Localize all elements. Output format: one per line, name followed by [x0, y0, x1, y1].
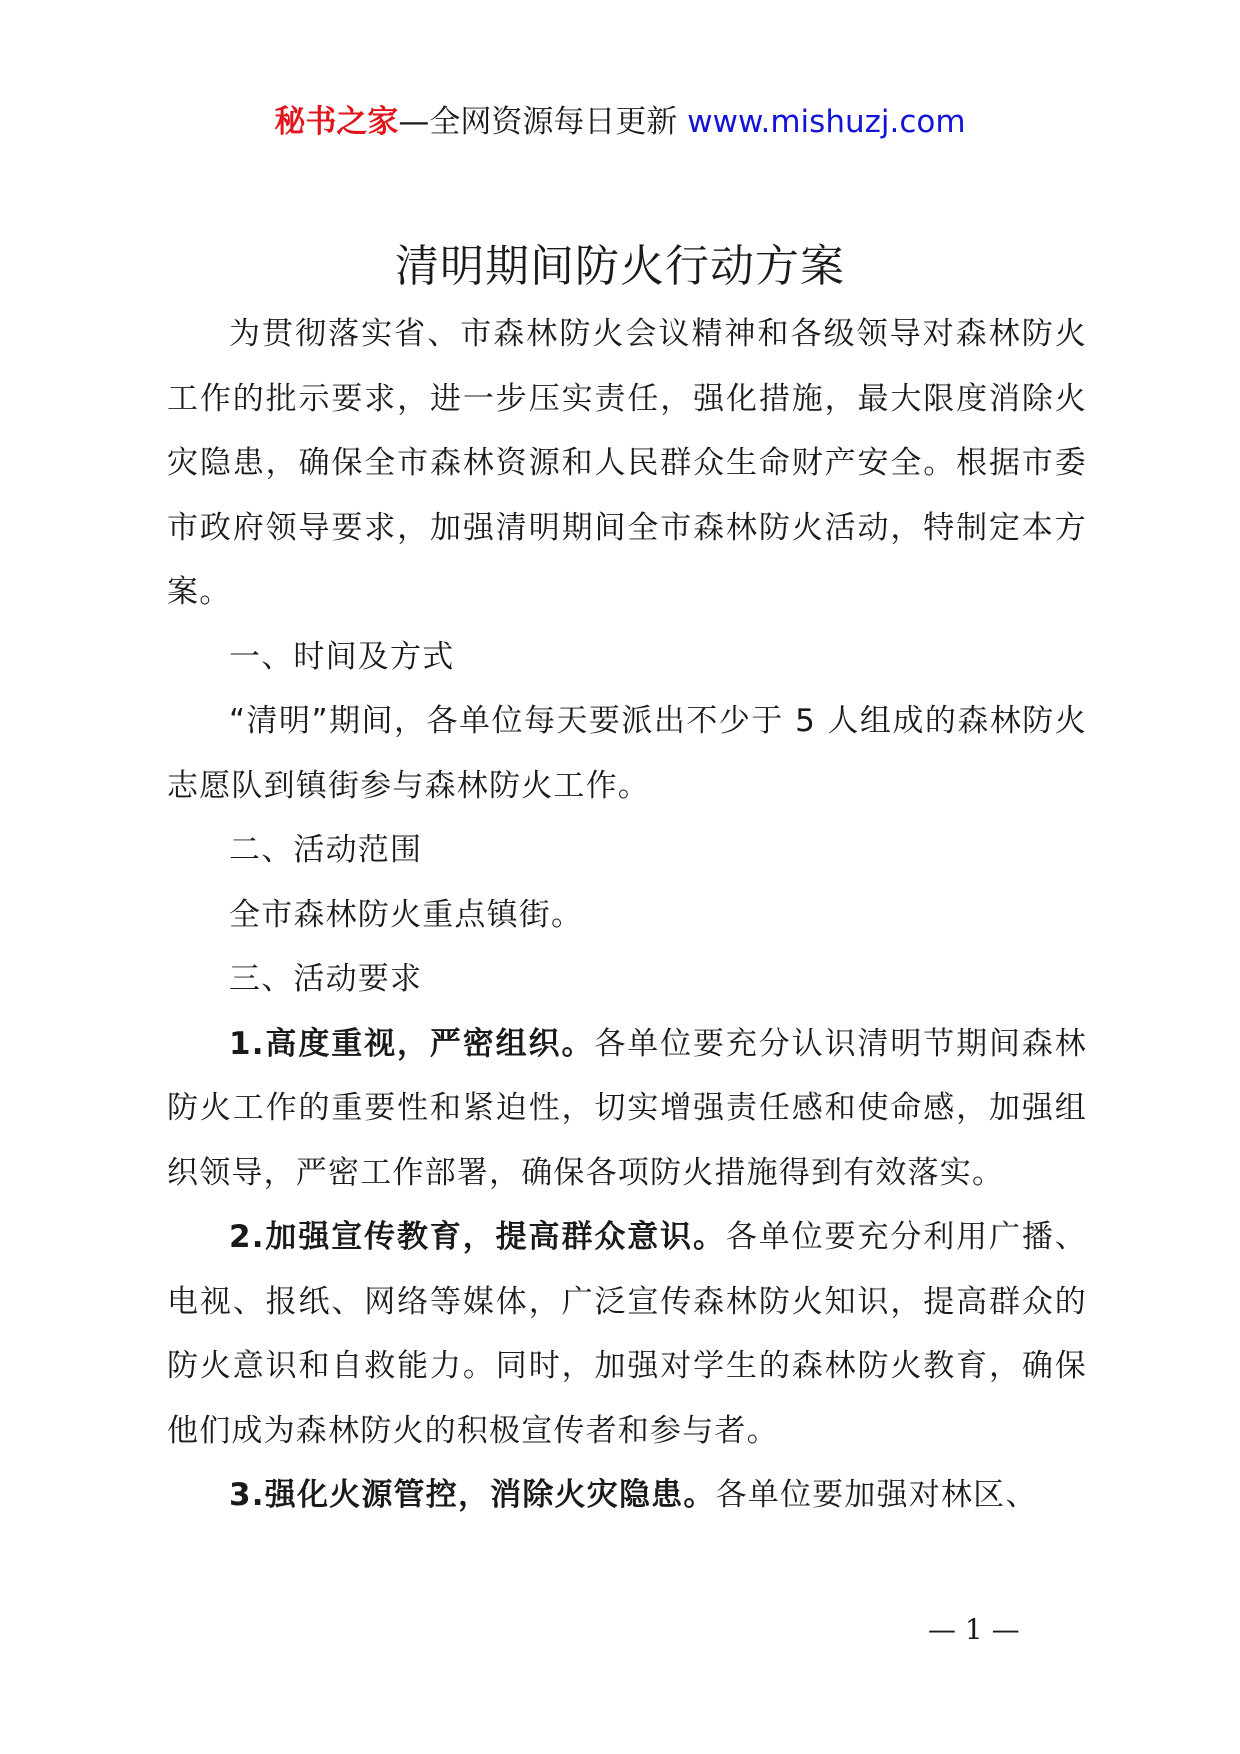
intro-paragraph: 为贯彻落实省、市森林防火会议精神和各级领导对森林防火工作的批示要求，进一步压实责任，强化措施，最大限度消除火灾隐患，确保全市森林资源和人民群众生命财产安全。根据市委市政府领导要求，加强清明期间全市森林防火活动，特制定本方案。 — [167, 316, 1087, 610]
time-paragraph: “清明”期间，各单位每天要派出不少于 5 人组成的森林防火志愿队到镇街参与森林防火工作。 — [167, 703, 1087, 804]
document-title: 清明期间防火行动方案 — [395, 241, 845, 292]
scope-paragraph: 全市森林防火重点镇街。 — [229, 896, 584, 933]
section-heading-requirements: 三、活动要求 — [229, 961, 423, 997]
site-slogan: —全网资源每日更新 — [398, 104, 688, 140]
site-url[interactable]: www.mishuzj.com — [687, 104, 966, 140]
requirement-1-title: 1.高度重视，严密组织。 — [229, 1025, 595, 1062]
site-header — [0, 100, 1240, 144]
requirement-3-title: 3.强化火源管控，消除火灾隐患。 — [229, 1477, 716, 1513]
requirement-2-text: 各单位要充分利用广播、电视、报纸、网络等媒体，广泛宣传森林防火知识，提高群众的防火意识和自救能力。同时，加强对学生的森林防火教育，确保他们成为森林防火的积极宣传者和参与者。 — [167, 1219, 1088, 1449]
requirement-2-title: 2.加强宣传教育，提高群众意识。 — [229, 1219, 726, 1255]
site-brand: 秘书之家 — [274, 104, 399, 140]
requirement-1-text: 各单位要充分认识清明节期间森林防火工作的重要性和紧迫性，切实增强责任感和使命感，加强组织领导，严密工作部署，确保各项防火措施得到有效落实。 — [167, 1025, 1088, 1191]
requirement-3-text: 各单位要加强对林区、 — [715, 1477, 1038, 1513]
document-body — [167, 302, 1087, 1528]
section-heading-scope: 二、活动范围 — [229, 832, 423, 868]
requirement-1 — [167, 1012, 1087, 1206]
requirement-3 — [167, 1463, 1087, 1528]
page-number: — 1 — — [928, 1613, 1020, 1646]
section-heading-time: 一、时间及方式 — [229, 638, 455, 675]
requirement-2 — [167, 1205, 1087, 1463]
